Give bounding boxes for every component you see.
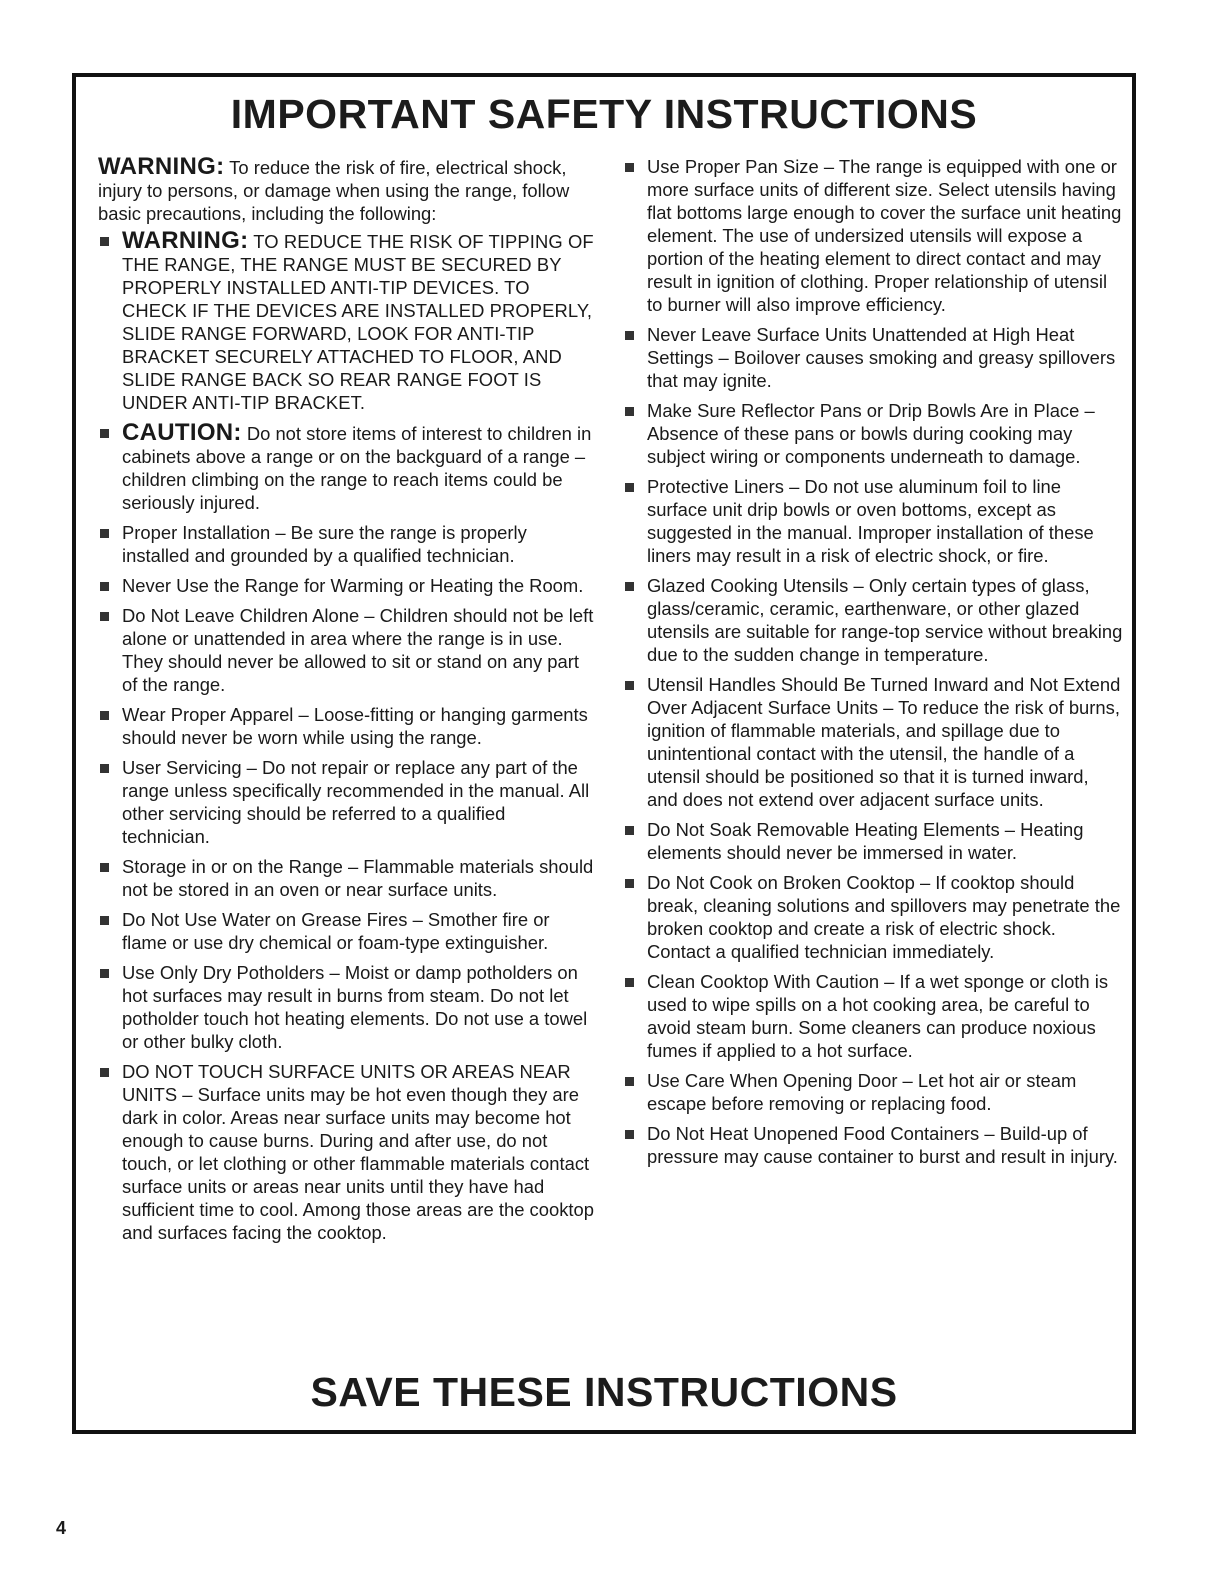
item-lead: CAUTION: bbox=[122, 419, 242, 446]
square-bullet-icon bbox=[625, 1077, 634, 1086]
square-bullet-icon bbox=[625, 407, 634, 416]
square-bullet-icon bbox=[625, 331, 634, 340]
square-bullet-icon bbox=[100, 612, 109, 621]
list-item bbox=[98, 855, 598, 901]
square-bullet-icon bbox=[100, 711, 109, 720]
intro-warning-lead: WARNING: bbox=[98, 153, 225, 180]
item-lead: WARNING: bbox=[122, 227, 249, 254]
list-item bbox=[98, 908, 598, 954]
square-bullet-icon bbox=[625, 1130, 634, 1139]
square-bullet-icon bbox=[625, 483, 634, 492]
square-bullet-icon bbox=[625, 163, 634, 172]
square-bullet-icon bbox=[625, 582, 634, 591]
square-bullet-icon bbox=[100, 529, 109, 538]
item-text: Glazed Cooking Utensils – Only certain types of glass, glass/ceramic, ceramic, earthenware, or other glazed utensils are suitable for range-top service without breaking due to the sudden change in temperature. bbox=[647, 575, 1123, 665]
item-text: Wear Proper Apparel – Loose-fitting or hanging garments should never be worn while using the range. bbox=[122, 704, 588, 748]
item-text: Never Use the Range for Warming or Heating the Room. bbox=[122, 575, 584, 596]
list-item bbox=[623, 399, 1123, 468]
list-item bbox=[98, 961, 598, 1053]
list-item bbox=[623, 155, 1123, 316]
item-text: Make Sure Reflector Pans or Drip Bowls Are in Place – Absence of these pans or bowls during cooking may subject wiring or components underneath to damage. bbox=[647, 400, 1095, 467]
square-bullet-icon bbox=[100, 429, 109, 438]
list-item bbox=[98, 521, 598, 567]
item-text: Do Not Soak Removable Heating Elements – Heating elements should never be immersed in water. bbox=[647, 819, 1084, 863]
item-text: Utensil Handles Should Be Turned Inward and Not Extend Over Adjacent Surface Units – To reduce the risk of burns, ignition of flammable materials, and spillage due to unintentional contact with the utensil, the handle of a utensil should be positioned so that it is turned inward, and does not extend over adjacent surface units. bbox=[647, 674, 1121, 810]
item-text: Use Only Dry Potholders – Moist or damp potholders on hot surfaces may result in burns from steam. Do not let potholder touch hot heating elements. Do not use a towel or other bulky cloth. bbox=[122, 962, 588, 1052]
square-bullet-icon bbox=[100, 237, 109, 246]
list-item bbox=[623, 1069, 1123, 1115]
left-column bbox=[98, 155, 598, 1251]
right-instruction-list bbox=[623, 155, 1123, 1168]
item-text: Proper Installation – Be sure the range is properly installed and grounded by a qualified technician. bbox=[122, 522, 527, 566]
square-bullet-icon bbox=[100, 863, 109, 872]
list-item bbox=[623, 673, 1123, 811]
item-text: User Servicing – Do not repair or replace any part of the range unless specifically recommended in the manual. All other servicing should be referred to a qualified technician. bbox=[122, 757, 590, 847]
square-bullet-icon bbox=[625, 681, 634, 690]
item-text: Never Leave Surface Units Unattended at High Heat Settings – Boilover causes smoking and greasy spillovers that may ignite. bbox=[647, 324, 1116, 391]
square-bullet-icon bbox=[625, 879, 634, 888]
item-text: TO REDUCE THE RISK OF TIPPING OF THE RANGE, THE RANGE MUST BE SECURED BY PROPERLY INSTALLED ANTI-TIP DEVICES. TO CHECK IF THE DEVICES ARE INSTALLED PROPERLY, SLIDE RANGE FORWARD, LOOK FOR ANTI-TIP BRACKET SECURELY ATTACHED TO FLOOR, AND SLIDE RANGE BACK SO REAR RANGE FOOT IS UNDER ANTI-TIP BRACKET. bbox=[122, 231, 594, 413]
list-item bbox=[623, 1122, 1123, 1168]
intro-warning-text: To reduce the risk of fire, electrical shock, injury to persons, or damage when using the range, follow basic precautions, including the following: bbox=[98, 157, 570, 224]
item-text: Do Not Heat Unopened Food Containers – Build-up of pressure may cause container to burst and result in injury. bbox=[647, 1123, 1118, 1167]
item-text: Use Care When Opening Door – Let hot air or steam escape before removing or replacing food. bbox=[647, 1070, 1077, 1114]
list-item bbox=[98, 703, 598, 749]
list-item bbox=[623, 574, 1123, 666]
square-bullet-icon bbox=[625, 826, 634, 835]
square-bullet-icon bbox=[100, 969, 109, 978]
list-item bbox=[98, 604, 598, 696]
item-text: Use Proper Pan Size – The range is equipped with one or more surface units of different size. Select utensils having flat bottoms large enough to cover the surface unit heating element. The use of undersized utensils will expose a portion of the heating element to direct contact and may result in ignition of clothing. Proper relationship of utensil to burner will also improve efficiency. bbox=[647, 156, 1122, 315]
list-item bbox=[623, 323, 1123, 392]
list-item bbox=[98, 229, 598, 414]
item-text: Do Not Leave Children Alone – Children should not be left alone or unattended in area where the range is in use. They should never be allowed to sit or stand on any part of the range. bbox=[122, 605, 594, 695]
square-bullet-icon bbox=[100, 1068, 109, 1077]
item-text: DO NOT TOUCH SURFACE UNITS OR AREAS NEAR UNITS – Surface units may be hot even though they are dark in color. Areas near surface units may become hot enough to cause burns. During and after use, do not touch, or let clothing or other flammable materials contact surface units or areas near units until they have had sufficient time to cool. Among those areas are the cooktop and surfaces facing the cooktop. bbox=[122, 1061, 594, 1243]
save-instructions-title: SAVE THESE INSTRUCTIONS bbox=[310, 1369, 898, 1415]
safety-instructions-box bbox=[72, 73, 1136, 1434]
right-column bbox=[623, 155, 1123, 1175]
item-text: Protective Liners – Do not use aluminum foil to line surface unit drip bowls or oven bottoms, except as suggested in the manual. Improper installation of these liners may result in a risk of electric shock, or fire. bbox=[647, 476, 1094, 566]
item-text: Do not store items of interest to children in cabinets above a range or on the backguard of a range – children climbing on the range to reach items could be seriously injured. bbox=[122, 423, 592, 513]
list-item bbox=[98, 421, 598, 514]
list-item bbox=[623, 818, 1123, 864]
left-instruction-list bbox=[98, 229, 598, 1244]
item-text: Do Not Cook on Broken Cooktop – If cooktop should break, cleaning solutions and spillovers may penetrate the broken cooktop and create a risk of electric shock. Contact a qualified technician immediately. bbox=[647, 872, 1121, 962]
item-text: Storage in or on the Range – Flammable materials should not be stored in an oven or near surface units. bbox=[122, 856, 594, 900]
list-item bbox=[623, 871, 1123, 963]
list-item bbox=[623, 475, 1123, 567]
intro-warning bbox=[98, 155, 598, 225]
list-item bbox=[98, 1060, 598, 1244]
list-item bbox=[623, 970, 1123, 1062]
list-item bbox=[98, 756, 598, 848]
square-bullet-icon bbox=[100, 582, 109, 591]
page-number: 4 bbox=[56, 1518, 67, 1538]
square-bullet-icon bbox=[100, 916, 109, 925]
item-text: Do Not Use Water on Grease Fires – Smother fire or flame or use dry chemical or foam-type extinguisher. bbox=[122, 909, 550, 953]
list-item bbox=[98, 574, 598, 597]
item-text: Clean Cooktop With Caution – If a wet sponge or cloth is used to wipe spills on a hot cooking area, be careful to avoid steam burn. Some cleaners can produce noxious fumes if applied to a hot surface. bbox=[647, 971, 1109, 1061]
square-bullet-icon bbox=[625, 978, 634, 987]
square-bullet-icon bbox=[100, 764, 109, 773]
page-title: IMPORTANT SAFETY INSTRUCTIONS bbox=[230, 91, 978, 137]
